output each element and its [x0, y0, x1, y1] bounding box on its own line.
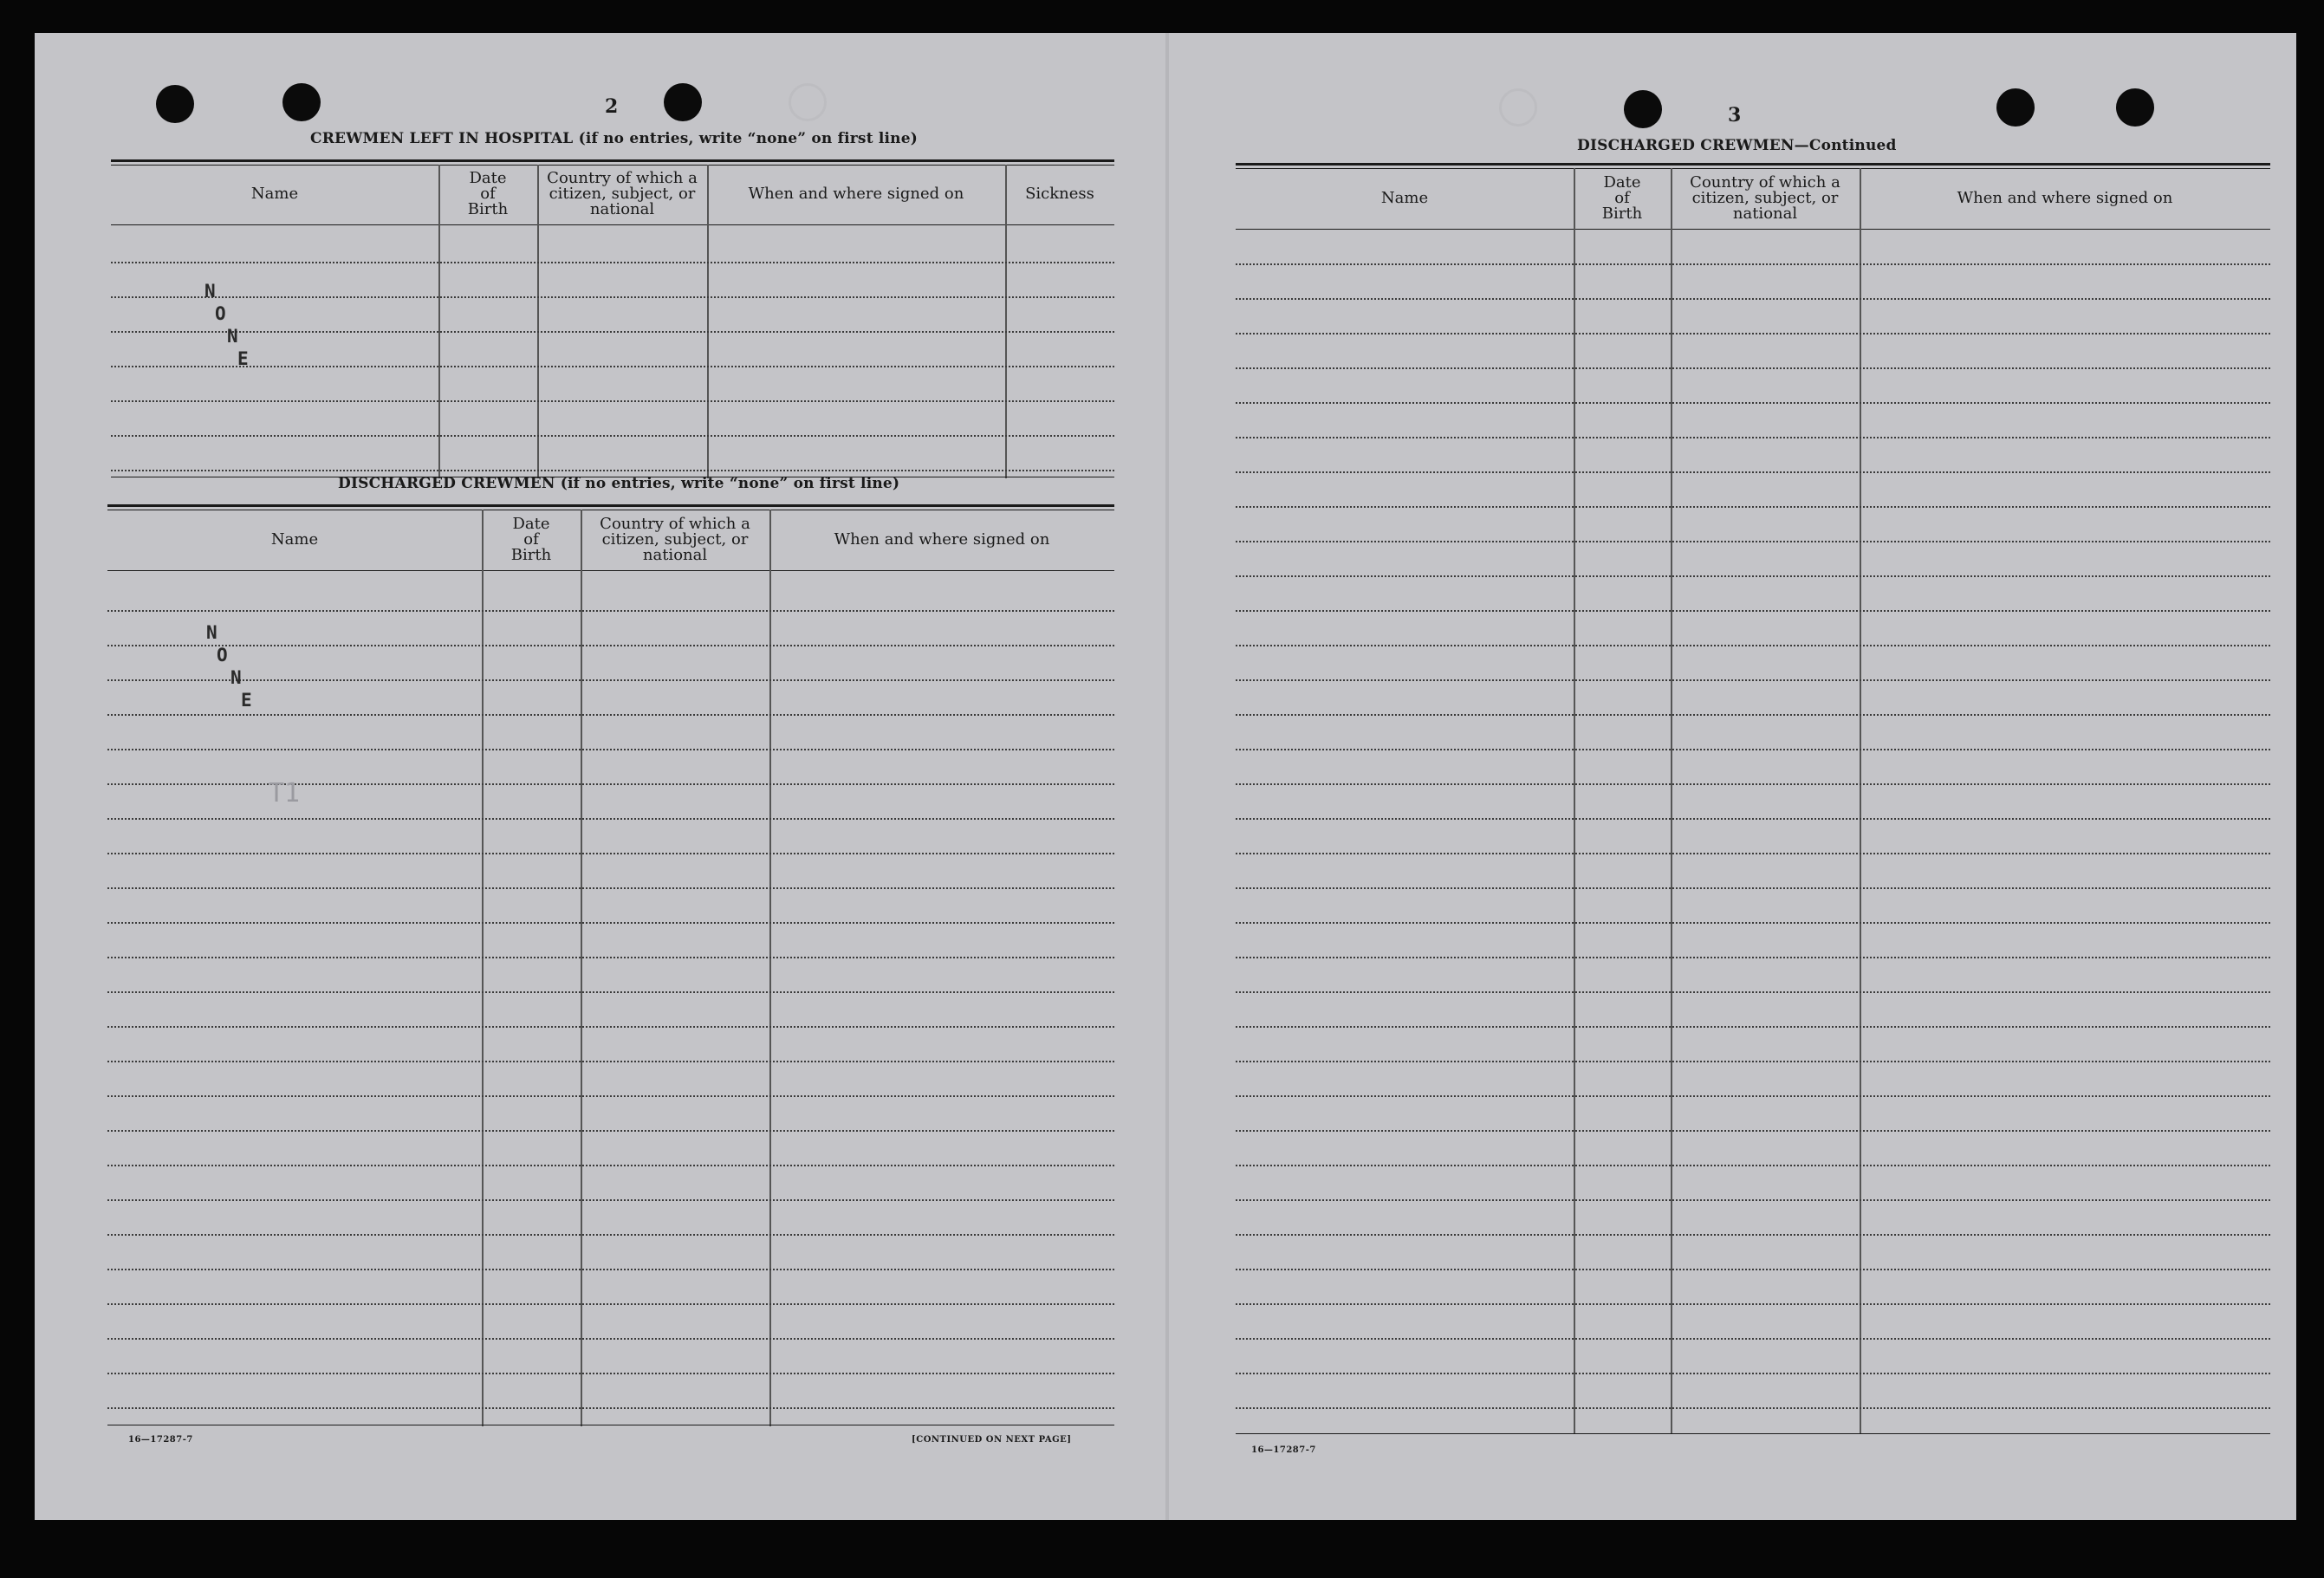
- header-text: citizen, subject, or: [549, 185, 696, 203]
- entry-line: [1236, 1026, 2270, 1028]
- entry-line: [1236, 749, 2270, 750]
- entry-line: [111, 262, 1114, 263]
- column-divider: [482, 510, 484, 1426]
- header-text: of: [523, 530, 539, 549]
- punch-hole: [664, 83, 702, 121]
- entry-line: [1236, 1407, 2270, 1409]
- entry-line: [1236, 1303, 2270, 1305]
- entry-line: [1236, 402, 2270, 404]
- entry-line: [107, 957, 1114, 958]
- punch-hole: [1499, 88, 1537, 127]
- entry-line: [107, 679, 1114, 681]
- table-top-rule: [111, 159, 1114, 162]
- entry-line: [1236, 1095, 2270, 1097]
- entry-line: [1236, 610, 2270, 612]
- typed-entry-letter: E: [241, 690, 252, 711]
- section-title-note: (if no entries, write “none” on first line): [560, 475, 900, 492]
- header-text: Country of which a: [1690, 173, 1840, 192]
- entry-line: [111, 366, 1114, 367]
- entry-line: [1236, 1234, 2270, 1236]
- typed-entry-letter: O: [215, 303, 226, 324]
- section-title-main: CREWMEN LEFT IN HOSPITAL: [310, 130, 574, 147]
- header-text: national: [1732, 205, 1798, 223]
- entry-line: [1236, 1199, 2270, 1201]
- entry-line: [111, 470, 1114, 471]
- entry-line: [1236, 506, 2270, 508]
- entry-line: [107, 1165, 1114, 1166]
- column-divider: [1574, 168, 1575, 1433]
- entry-line: [1236, 679, 2270, 681]
- entry-line: [1236, 575, 2270, 577]
- entry-line: [107, 922, 1114, 924]
- section-title-discharged: [338, 475, 899, 492]
- entry-line: [1236, 367, 2270, 369]
- entry-line: [107, 887, 1114, 889]
- entry-line: [107, 783, 1114, 785]
- section-title-hospital: [310, 130, 918, 147]
- header-date-of-birth: [1574, 168, 1671, 229]
- section-title-discharged-continued: DISCHARGED CREWMEN—Continued: [1577, 137, 1897, 154]
- entry-line: [107, 853, 1114, 854]
- entry-line: [107, 991, 1114, 993]
- header-name: Name: [250, 185, 299, 203]
- entry-line: [111, 331, 1114, 333]
- header-bottom-rule: [1236, 229, 2270, 230]
- header-country: [1671, 168, 1860, 229]
- header-name: Name: [270, 530, 319, 549]
- faint-mark: T1: [269, 778, 301, 808]
- typed-entry-letter: N: [206, 622, 217, 643]
- header-text: of: [1614, 189, 1630, 207]
- typed-entry-letter: O: [217, 645, 228, 666]
- punch-hole: [1996, 88, 2035, 127]
- entry-line: [111, 435, 1114, 437]
- entry-line: [1236, 541, 2270, 542]
- header-text: Date: [512, 515, 550, 533]
- page-number: 3: [1728, 104, 1742, 127]
- hospital-table: [111, 159, 1114, 482]
- entry-line: [107, 818, 1114, 820]
- page-gutter: [1165, 33, 1169, 1520]
- entry-line: [107, 1373, 1114, 1374]
- form-number: 16—17287-7: [128, 1435, 193, 1445]
- entry-line: [107, 1338, 1114, 1340]
- header-text: Country of which a: [600, 515, 750, 533]
- punch-hole: [156, 85, 194, 123]
- entry-line: [1236, 714, 2270, 716]
- entry-line: [107, 1269, 1114, 1270]
- discharged-continued-table: [1236, 163, 2270, 1473]
- header-text: citizen, subject, or: [601, 530, 749, 549]
- section-title-main: DISCHARGED CREWMEN: [338, 475, 555, 492]
- header-country: [581, 510, 769, 570]
- entry-line: [107, 645, 1114, 646]
- header-when-where: When and where signed on: [748, 185, 964, 203]
- typed-entry-letter: N: [227, 326, 238, 347]
- punch-hole: [789, 83, 827, 121]
- entry-line: [1236, 263, 2270, 265]
- entry-line: [1236, 333, 2270, 334]
- header-text: Birth: [510, 546, 552, 564]
- punch-hole: [2116, 88, 2154, 127]
- entry-line: [107, 749, 1114, 750]
- table-top-rule: [107, 504, 1114, 507]
- entry-line: [107, 1407, 1114, 1409]
- header-text: Birth: [467, 200, 509, 218]
- header-sickness: Sickness: [1025, 185, 1094, 203]
- header-when-where: When and where signed on: [834, 530, 1050, 549]
- entry-line: [107, 1061, 1114, 1062]
- discharged-table: [107, 504, 1114, 1468]
- header-name: Name: [1380, 189, 1429, 207]
- entry-line: [1236, 1269, 2270, 1270]
- header-bottom-rule: [107, 570, 1114, 571]
- section-title-note: (if no entries, write “none” on first line): [578, 130, 919, 147]
- entry-line: [1236, 922, 2270, 924]
- header-date-of-birth: [438, 165, 537, 224]
- entry-line: [1236, 991, 2270, 993]
- header-text: national: [589, 200, 655, 218]
- header-text: Date: [1603, 173, 1641, 192]
- column-divider: [1860, 168, 1861, 1433]
- entry-line: [111, 400, 1114, 402]
- typed-entry-letter: N: [230, 667, 242, 688]
- punch-hole: [282, 83, 321, 121]
- entry-line: [107, 610, 1114, 612]
- column-divider: [581, 510, 582, 1426]
- entry-line: [107, 1303, 1114, 1305]
- header-text: Birth: [1601, 205, 1643, 223]
- entry-line: [107, 1234, 1114, 1236]
- typed-entry-letter: E: [237, 348, 249, 369]
- header-text: citizen, subject, or: [1691, 189, 1839, 207]
- entry-line: [107, 1095, 1114, 1097]
- entry-line: [1236, 1130, 2270, 1132]
- entry-line: [1236, 783, 2270, 785]
- entry-line: [1236, 818, 2270, 820]
- entry-line: [1236, 1061, 2270, 1062]
- punch-hole: [1624, 90, 1662, 128]
- entry-line: [1236, 471, 2270, 473]
- header-country: [537, 165, 707, 224]
- header-bottom-rule: [111, 224, 1114, 225]
- entry-line: [107, 1026, 1114, 1028]
- entry-line: [1236, 645, 2270, 646]
- form-number: 16—17287-7: [1251, 1445, 1316, 1455]
- header-when-where: When and where signed on: [1957, 189, 2173, 207]
- entry-line: [111, 296, 1114, 298]
- column-divider: [1671, 168, 1672, 1433]
- typed-entry-letter: N: [204, 281, 216, 302]
- entry-line: [1236, 853, 2270, 854]
- header-text: Country of which a: [547, 169, 698, 187]
- entry-line: [1236, 1373, 2270, 1374]
- table-bottom-rule: [1236, 1433, 2270, 1434]
- entry-line: [1236, 957, 2270, 958]
- header-date-of-birth: [482, 510, 581, 570]
- entry-line: [1236, 298, 2270, 300]
- scanned-document-sheet: [35, 33, 2296, 1520]
- entry-line: [1236, 437, 2270, 438]
- page-number: 2: [605, 95, 619, 118]
- header-text: of: [480, 185, 496, 203]
- continued-note: [CONTINUED ON NEXT PAGE]: [912, 1435, 1072, 1445]
- entry-line: [1236, 1165, 2270, 1166]
- header-text: national: [642, 546, 708, 564]
- table-top-rule: [1236, 163, 2270, 166]
- column-divider: [769, 510, 771, 1426]
- entry-line: [107, 1130, 1114, 1132]
- entry-line: [1236, 887, 2270, 889]
- header-text: Date: [469, 169, 507, 187]
- entry-line: [107, 714, 1114, 716]
- entry-line: [107, 1199, 1114, 1201]
- entry-line: [1236, 1338, 2270, 1340]
